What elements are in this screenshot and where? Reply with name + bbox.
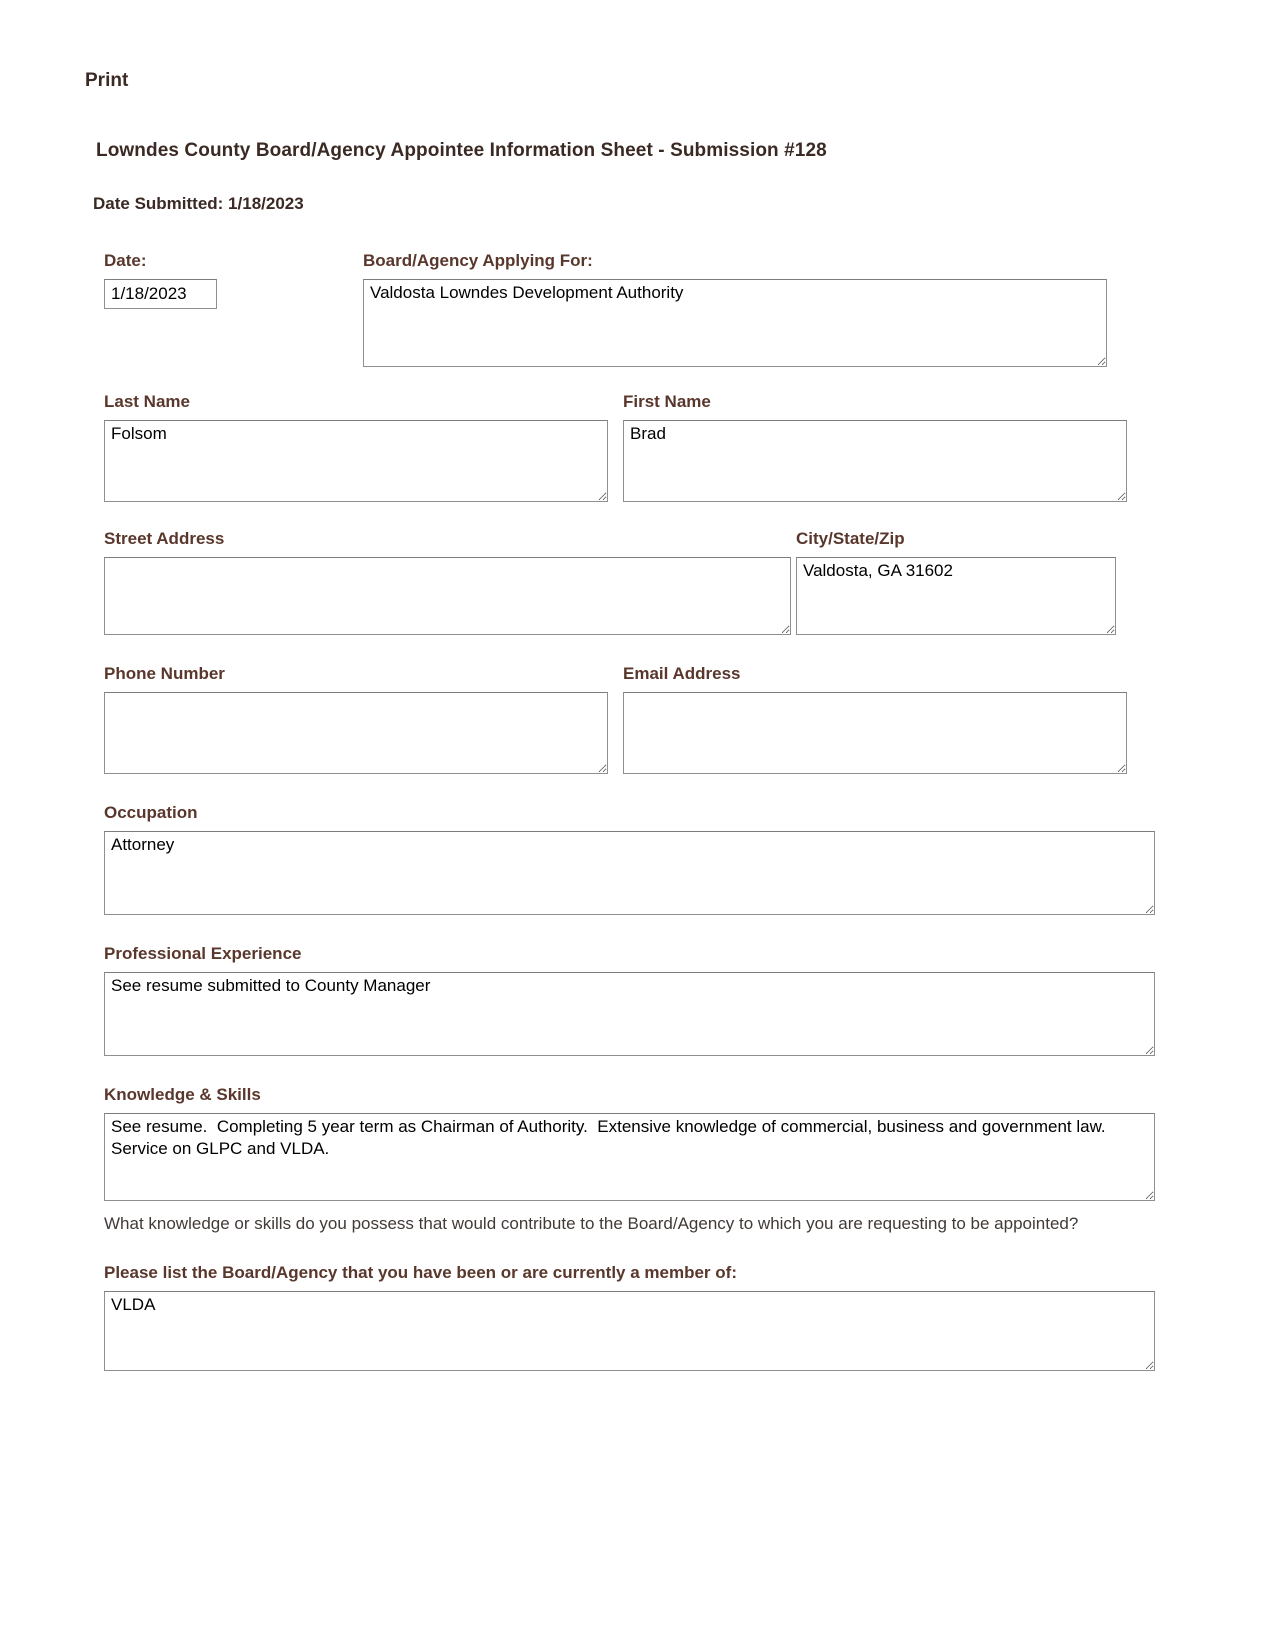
boards-member-of-textarea[interactable] [104,1291,1155,1371]
row-professional-experience [104,945,1155,1056]
last-name-textarea[interactable] [104,420,608,502]
row-occupation [104,804,1155,915]
email-label: Email Address [623,664,741,683]
last-name-label: Last Name [104,392,190,411]
board-agency-label: Board/Agency Applying For: [363,251,593,270]
board-agency-textarea[interactable] [363,279,1107,367]
row-contact [104,665,1155,774]
occupation-textarea[interactable] [104,831,1155,915]
city-state-zip-textarea[interactable] [796,557,1116,635]
professional-experience-field [104,945,1155,1056]
board-agency-field [363,252,1107,367]
street-address-label: Street Address [104,529,225,548]
row-date-board [104,252,1155,367]
knowledge-skills-field [104,1086,1155,1238]
boards-member-of-label: Please list the Board/Agency that you have been or are currently a member of: [104,1263,737,1282]
date-label: Date: [104,251,147,270]
first-name-field [623,393,1127,502]
first-name-textarea[interactable] [623,420,1127,502]
date-field [104,252,363,367]
knowledge-skills-label: Knowledge & Skills [104,1085,261,1104]
knowledge-skills-help-text: What knowledge or skills do you possess that would contribute to the Board/Agency to which you are requesting to be appointed? [104,1214,1079,1233]
print-button[interactable]: Print [85,70,129,91]
last-name-field [104,393,608,502]
professional-experience-label: Professional Experience [104,944,302,963]
boards-member-of-field [104,1264,1155,1371]
row-knowledge-skills [104,1086,1155,1238]
city-state-zip-label: City/State/Zip [796,529,905,548]
occupation-label: Occupation [104,803,198,822]
occupation-field [104,804,1155,915]
first-name-label: First Name [623,392,711,411]
email-field [623,665,1127,774]
date-submitted-text: Date Submitted: 1/18/2023 [93,194,304,213]
row-boards-member-of [104,1264,1155,1371]
appointee-form [104,252,1155,1371]
email-textarea[interactable] [623,692,1127,774]
knowledge-skills-textarea[interactable] [104,1113,1155,1201]
phone-textarea[interactable] [104,692,608,774]
city-state-zip-field [796,530,1116,635]
professional-experience-textarea[interactable] [104,972,1155,1056]
phone-field [104,665,608,774]
street-address-textarea[interactable] [104,557,791,635]
date-input[interactable] [104,279,217,309]
row-address [104,530,1155,635]
phone-label: Phone Number [104,664,225,683]
page-title: Lowndes County Board/Agency Appointee Information Sheet - Submission #128 [96,140,827,161]
street-address-field [104,530,791,635]
row-name [104,393,1155,502]
